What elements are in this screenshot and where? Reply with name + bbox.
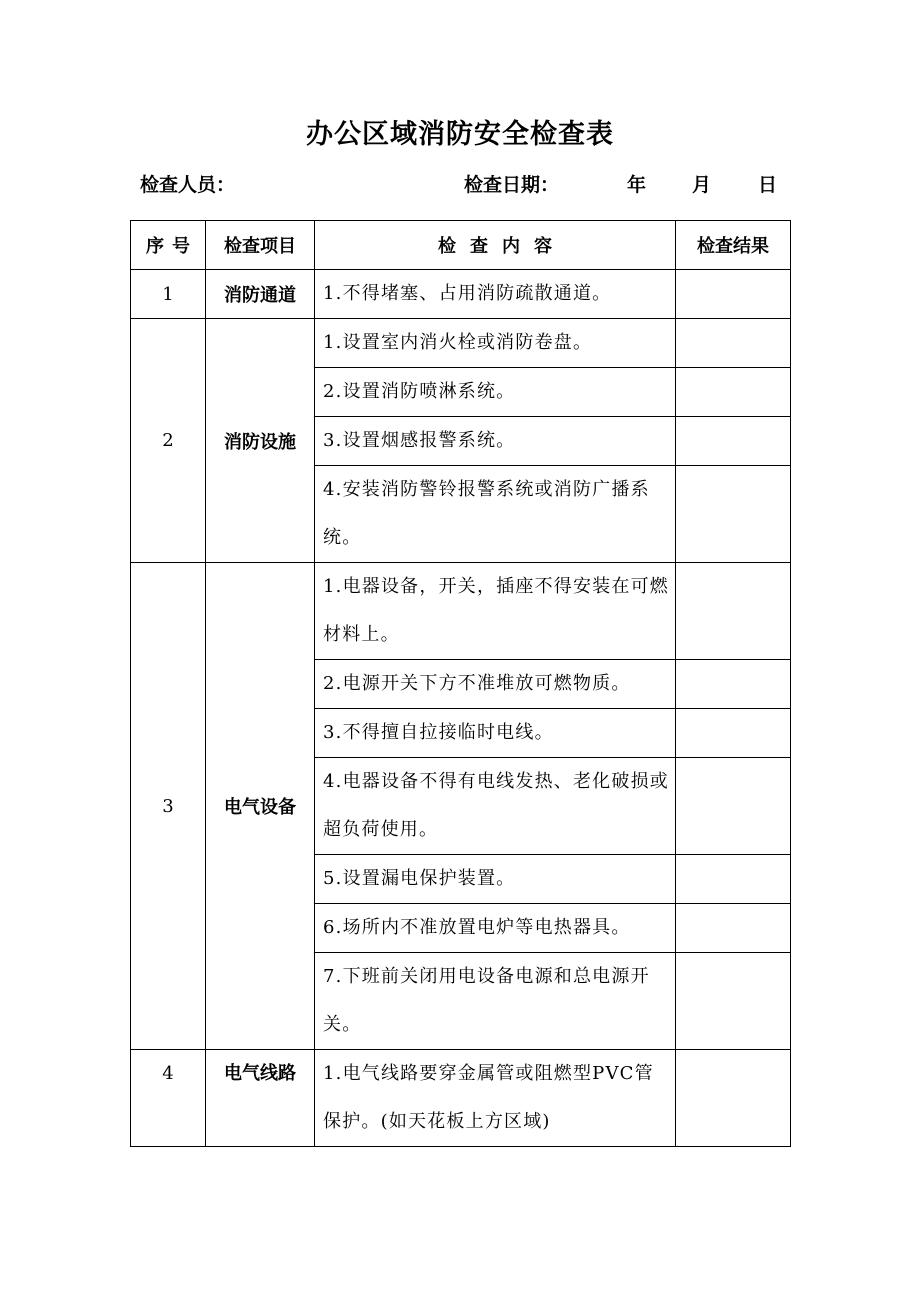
table-row [131,270,791,319]
header-content: 检查内容 [315,221,676,270]
result-cell[interactable] [676,953,791,1050]
section-item: 消防设施 [206,319,315,563]
check-content: 7.下班前关闭用电设备电源和总电源开关。 [315,953,676,1050]
section-number: 1 [131,270,206,319]
check-content: 2.设置消防喷淋系统。 [315,368,676,417]
header-result: 检查结果 [676,221,791,270]
inspection-table [130,220,791,1147]
check-content: 4.安装消防警铃报警系统或消防广播系统。 [315,466,676,563]
header-no: 序号 [131,221,206,270]
year-label: 年 [627,174,647,196]
inspector-label: 检查人员： [140,174,236,196]
table-row [131,563,791,660]
result-cell[interactable] [676,563,791,660]
section-number: 2 [131,319,206,563]
check-content: 1.设置室内消火栓或消防卷盘。 [315,319,676,368]
check-content: 3.设置烟感报警系统。 [315,417,676,466]
result-cell[interactable] [676,319,791,368]
day-label: 日 [758,174,778,196]
table-row [131,1050,791,1147]
section-number: 3 [131,563,206,1050]
check-content: 4.电器设备不得有电线发热、老化破损或超负荷使用。 [315,758,676,855]
check-content: 6.场所内不准放置电炉等电热器具。 [315,904,676,953]
result-cell[interactable] [676,904,791,953]
check-content: 5.设置漏电保护装置。 [315,855,676,904]
check-content: 2.电源开关下方不准堆放可燃物质。 [315,660,676,709]
page-title: 办公区域消防安全检查表 [306,119,614,150]
table-header-row [131,221,791,270]
result-cell[interactable] [676,855,791,904]
result-cell[interactable] [676,709,791,758]
check-content: 3.不得擅自拉接临时电线。 [315,709,676,758]
section-item: 消防通道 [206,270,315,319]
result-cell[interactable] [676,1050,791,1147]
check-content: 1.电气线路要穿金属管或阻燃型PVC管保护。(如天花板上方区域) [315,1050,676,1147]
section-number: 4 [131,1050,206,1147]
result-cell[interactable] [676,270,791,319]
result-cell[interactable] [676,466,791,563]
date-label: 检查日期： [464,174,560,196]
section-item: 电气设备 [206,563,315,1050]
month-label: 月 [692,174,712,196]
section-item: 电气线路 [206,1050,315,1147]
header-item: 检查项目 [206,221,315,270]
result-cell[interactable] [676,758,791,855]
result-cell[interactable] [676,660,791,709]
check-content: 1.电器设备，开关，插座不得安装在可燃材料上。 [315,563,676,660]
table-row [131,319,791,368]
check-content: 1.不得堵塞、占用消防疏散通道。 [315,270,676,319]
result-cell[interactable] [676,368,791,417]
result-cell[interactable] [676,417,791,466]
